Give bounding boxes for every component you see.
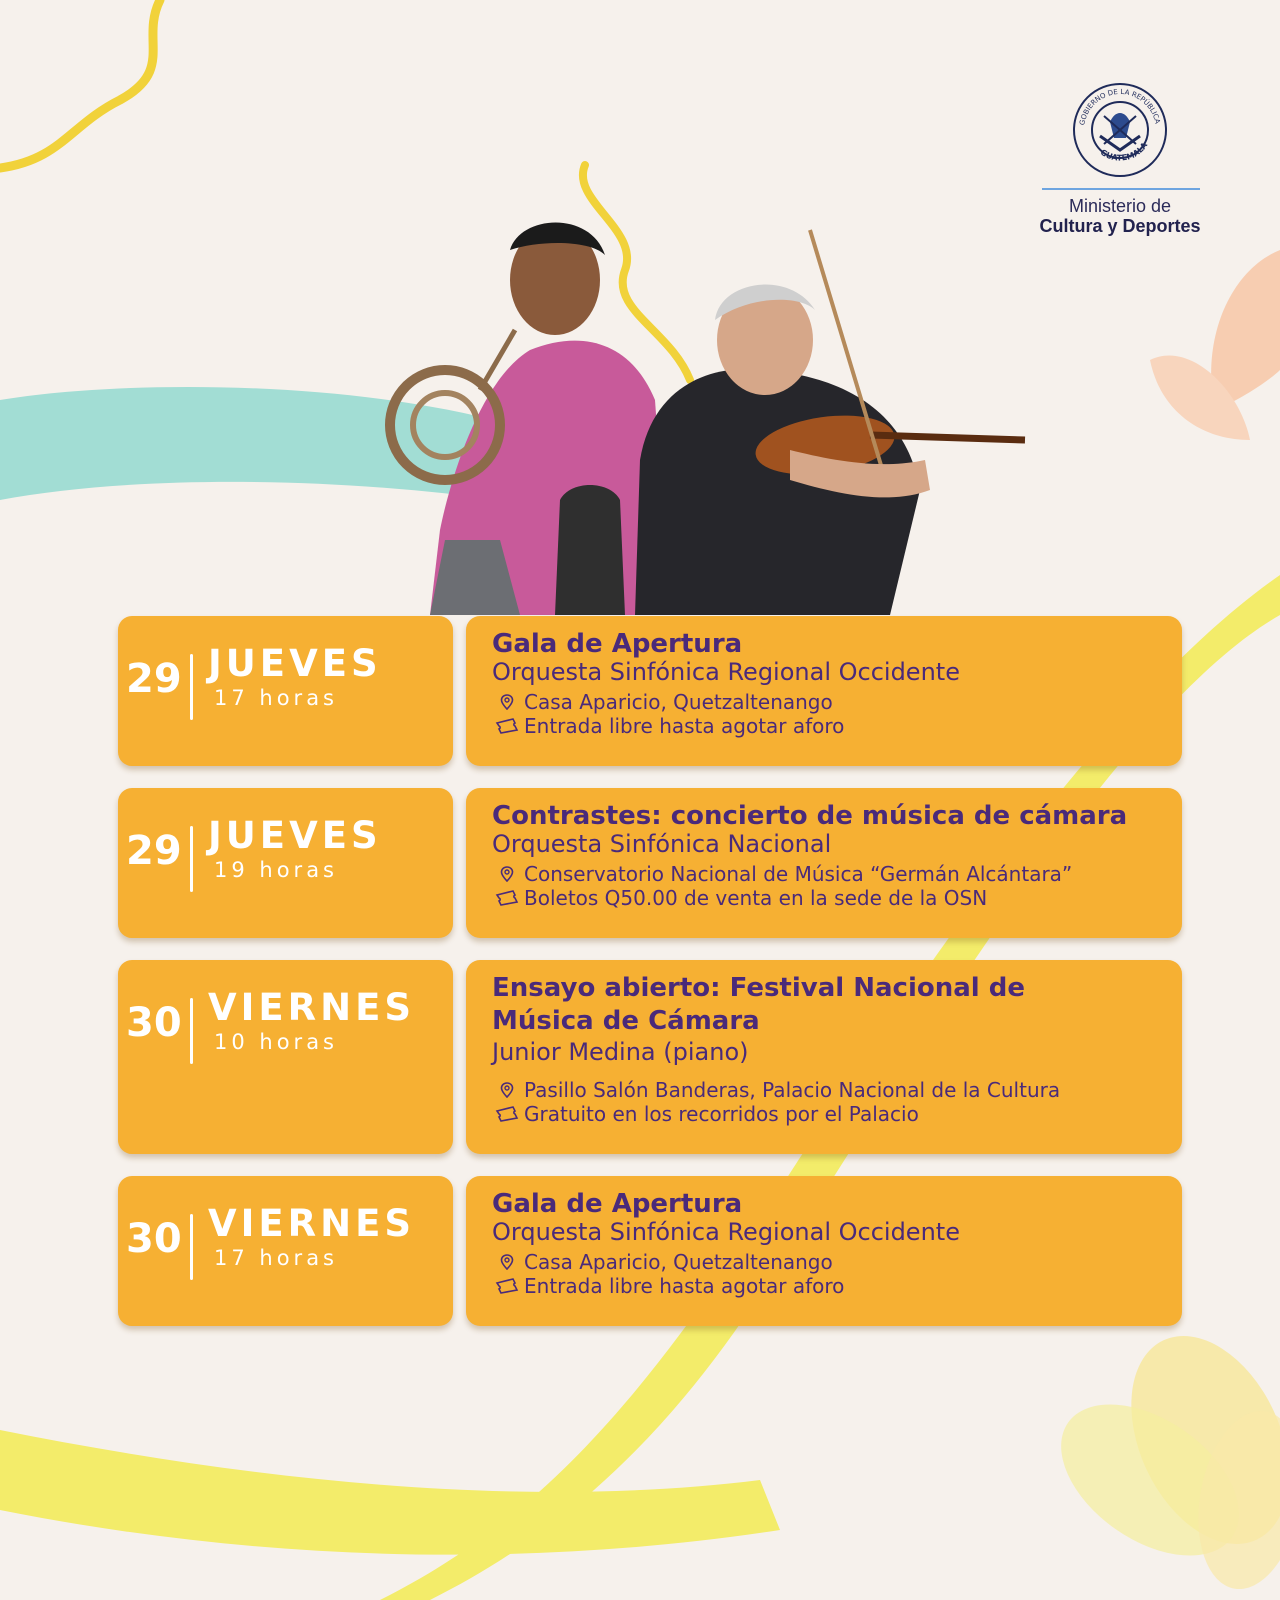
event-ticket-text: Gratuito en los recorridos por el Palacio (524, 1102, 919, 1126)
event-venue (494, 690, 833, 714)
event-venue (494, 1250, 833, 1274)
event-day-number: 30 (126, 1216, 182, 1262)
event-time: 17 horas (214, 686, 338, 710)
ticket-icon (494, 1106, 520, 1122)
location-pin-icon (494, 694, 520, 710)
event-title: Contrastes: concierto de música de cámara (492, 801, 1128, 831)
ministry-name-line1: Ministerio de (1068, 196, 1172, 216)
event-ticket-text: Boletos Q50.00 de venta en la sede de la OSN (524, 886, 988, 910)
event-time: 10 horas (214, 1030, 338, 1054)
event-weekday: VIERNES (208, 1202, 416, 1245)
event-card (118, 1176, 1182, 1326)
ticket-icon (494, 1278, 520, 1294)
event-venue (494, 1078, 1060, 1102)
event-weekday: JUEVES (208, 814, 382, 857)
event-date-box (118, 960, 453, 1154)
event-ticket (494, 714, 844, 738)
event-performer: Orquesta Sinfónica Nacional (492, 830, 832, 858)
event-performer: Orquesta Sinfónica Regional Occidente (492, 1218, 960, 1246)
event-title: Gala de Apertura (492, 629, 743, 659)
event-venue (494, 862, 1072, 886)
event-venue-text: Pasillo Salón Banderas, Palacio Nacional de la Cultura (524, 1078, 1061, 1102)
event-date-box (118, 1176, 453, 1326)
guatemala-seal-icon (1070, 80, 1170, 180)
ministry-name-line2: Cultura y Deportes (1039, 216, 1201, 236)
event-ticket (494, 886, 987, 910)
event-info-box (466, 788, 1182, 938)
event-date-box (118, 788, 453, 938)
event-card (118, 788, 1182, 938)
location-pin-icon (494, 1254, 520, 1270)
event-card (118, 960, 1182, 1154)
event-card (118, 616, 1182, 766)
event-time: 17 horas (214, 1246, 338, 1270)
event-info-box (466, 960, 1182, 1154)
date-divider (190, 826, 193, 892)
event-performer: Junior Medina (piano) (492, 1038, 749, 1066)
event-venue-text: Casa Aparicio, Quetzaltenango (524, 690, 833, 714)
event-venue-text: Casa Aparicio, Quetzaltenango (524, 1250, 833, 1274)
event-ticket (494, 1102, 919, 1126)
event-info-box (466, 616, 1182, 766)
ticket-icon (494, 890, 520, 906)
location-pin-icon (494, 866, 520, 882)
yellow-squiggle (0, 0, 160, 168)
event-weekday: JUEVES (208, 642, 382, 685)
date-divider (190, 998, 193, 1064)
event-info-box (466, 1176, 1182, 1326)
date-divider (190, 654, 193, 720)
event-title-line2: Música de Cámara (492, 1006, 760, 1036)
event-title: Gala de Apertura (492, 1189, 743, 1219)
ticket-icon (494, 718, 520, 734)
event-day-number: 29 (126, 656, 182, 702)
svg-text:GUATEMALA: GUATEMALA (1098, 140, 1150, 163)
event-title-line1: Ensayo abierto: Festival Nacional de (492, 973, 1025, 1003)
event-ticket-text: Entrada libre hasta agotar aforo (524, 714, 845, 738)
event-day-number: 29 (126, 828, 182, 874)
musicians-photo (370, 160, 1070, 615)
event-time: 19 horas (214, 858, 338, 882)
event-ticket-text: Entrada libre hasta agotar aforo (524, 1274, 845, 1298)
event-performer: Orquesta Sinfónica Regional Occidente (492, 658, 960, 686)
date-divider (190, 1214, 193, 1280)
event-venue-text: Conservatorio Nacional de Música “Germán Alcántara” (524, 862, 1073, 886)
event-ticket (494, 1274, 844, 1298)
location-pin-icon (494, 1082, 520, 1098)
event-weekday: VIERNES (208, 986, 416, 1029)
svg-text:GOBIERNO DE LA REPÚBLICA: GOBIERNO DE LA REPÚBLICA (1078, 87, 1162, 126)
event-date-box (118, 616, 453, 766)
event-day-number: 30 (126, 1000, 182, 1046)
